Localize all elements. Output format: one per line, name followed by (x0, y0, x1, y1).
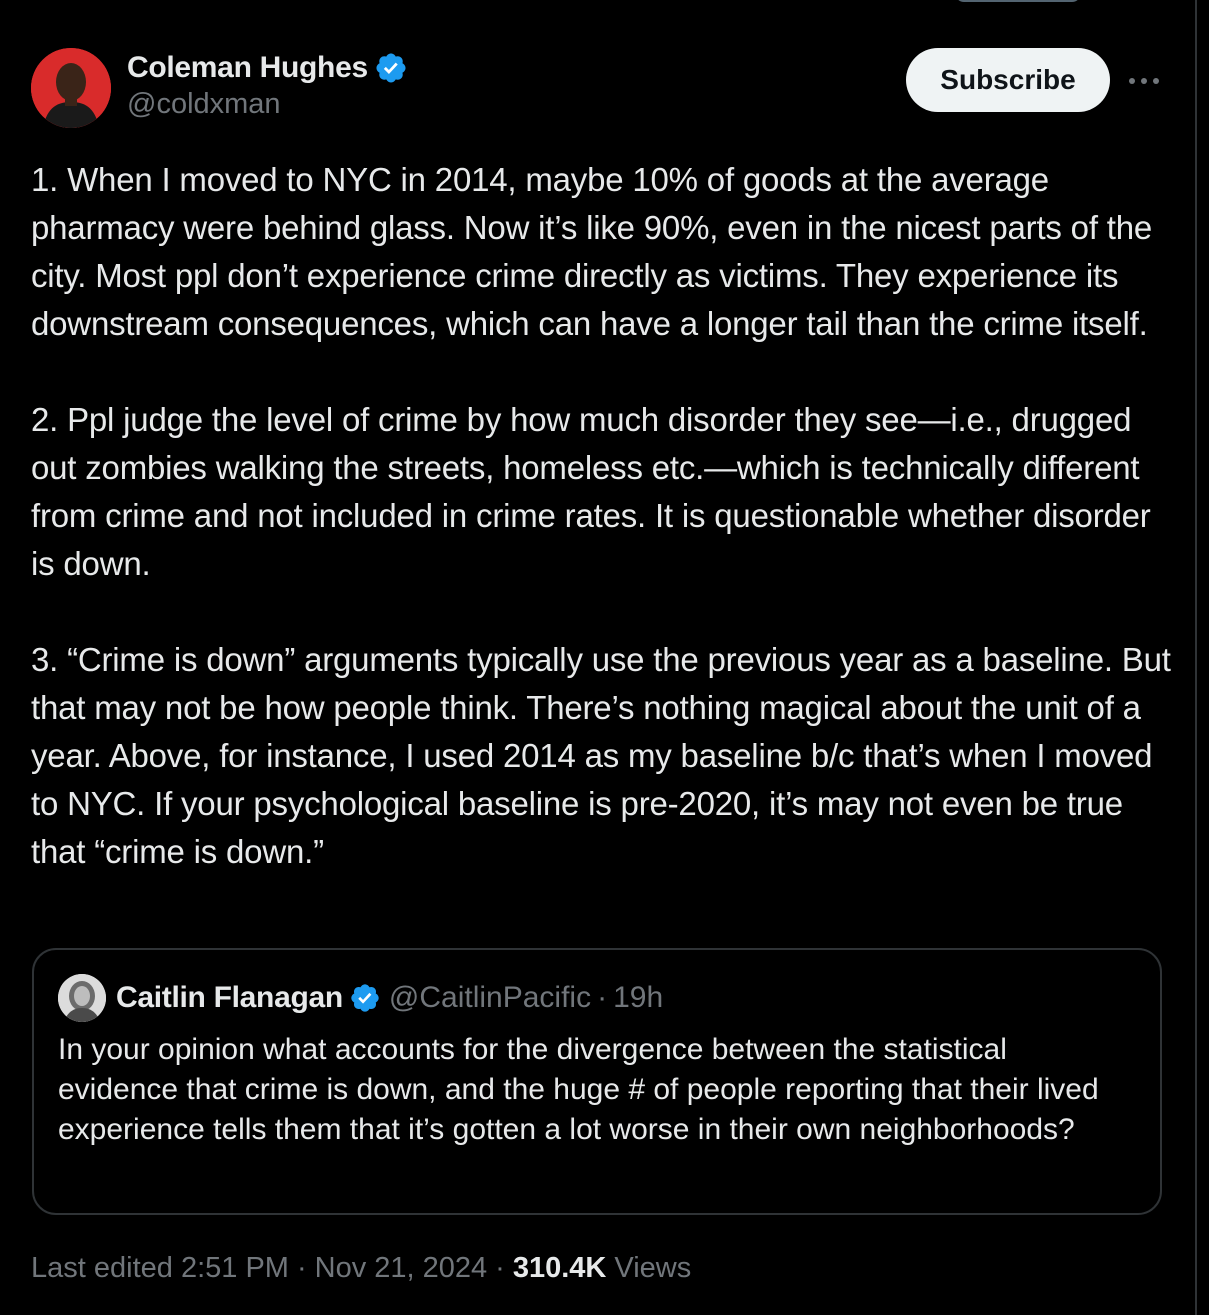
quote-text: In your opinion what accounts for the divergence between the statistical evidence that crime is down, and the huge # of people reporting that their lived experience tells them that it’s gotten a lot worse in their own neighborhoods? (58, 1033, 1099, 1146)
tweet-paragraph: 3. “Crime is down” arguments typically use the previous year as a baseline. But that may not be how people think. There’s nothing magical about the unit of a year. Above, for instance, I used 2014 as my baseline b/c that’s when I moved to NYC. If your psychological baseline is pre-2020, it’s may not even be true that “crime is down.” (31, 641, 1171, 870)
author-display-name[interactable]: Coleman Hughes (127, 51, 368, 84)
top-partial-button[interactable] (955, 0, 1081, 2)
verified-badge-icon (349, 982, 381, 1014)
tweet-text (31, 156, 1171, 876)
more-options-button[interactable] (1124, 64, 1164, 98)
views-count: 310.4K (512, 1252, 607, 1284)
more-horizontal-icon (1128, 77, 1160, 85)
quote-avatar[interactable] (58, 974, 106, 1022)
verified-badge-icon (374, 51, 408, 85)
tweet-paragraph: 1. When I moved to NYC in 2014, maybe 10% of goods at the average pharmacy were behind glass. Now it’s like 90%, even in the nicest parts of the city. Most ppl don’t experience crime directly as victims. They experience its downstream consequences, which can have a longer tail than the crime itself. (31, 161, 1153, 342)
tweet-date[interactable]: Nov 21, 2024 (314, 1252, 488, 1284)
quote-display-name[interactable]: Caitlin Flanagan (116, 981, 343, 1014)
last-edited-label[interactable]: Last edited 2:51 PM (31, 1252, 289, 1284)
subscribe-button[interactable]: Subscribe (906, 48, 1110, 112)
quote-separator: · (597, 981, 608, 1014)
column-divider (1195, 0, 1197, 1315)
quote-avatar-image (58, 974, 106, 1022)
author-handle[interactable]: @coldxman (127, 88, 281, 120)
quote-timestamp[interactable]: 19h (613, 981, 664, 1014)
quoted-tweet-card[interactable] (32, 948, 1162, 1215)
meta-separator: · (296, 1252, 307, 1284)
quote-header (116, 978, 663, 1018)
views-label: Views (614, 1252, 692, 1284)
meta-separator: · (495, 1252, 505, 1284)
tweet-meta (31, 1246, 691, 1290)
avatar[interactable] (31, 48, 111, 128)
quote-handle[interactable]: @CaitlinPacific (388, 981, 592, 1014)
tweet-paragraph: 2. Ppl judge the level of crime by how much disorder they see—i.e., drugged out zombies walking the streets, homeless etc.—which is technically different from crime and not included in crime rates. It is questionable whether disorder is down. (31, 401, 1151, 582)
avatar-image (31, 48, 111, 128)
author-name-row[interactable] (127, 48, 408, 88)
